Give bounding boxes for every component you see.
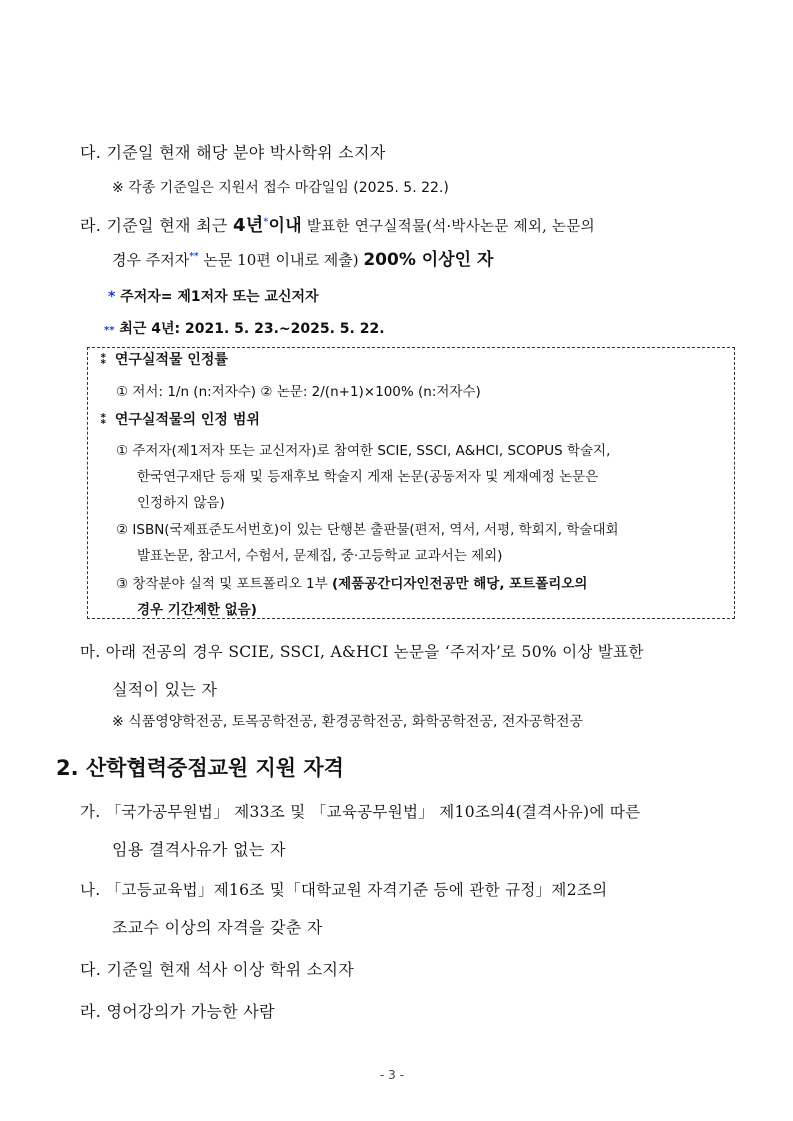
item-label: 라.	[80, 216, 102, 235]
item-text: 임용 결격사유가 없는 자	[112, 840, 286, 859]
scope-text: ② ISBN(국제표준도서번호)이 있는 단행본 출판물(편저, 역서, 서평, 학회지, 학술대회	[116, 522, 619, 538]
item-ma-line2	[112, 677, 217, 700]
star-mark: *	[263, 217, 269, 228]
scope-text: ① 주저자(제1저자 또는 교신저자)로 참여한 SCIE, SSCI, A&HCI, SCOPUS 학술지,	[116, 443, 611, 459]
rate-text: ① 저서: 1/n (n:저자수) ② 논문: 2/(n+1)×100% (n:저자수)	[116, 384, 481, 400]
item-text-d: 논문 10편 이내로 제출)	[198, 251, 364, 269]
scope-item-2-line-2	[137, 544, 502, 564]
note-text: ※ 식품영양학전공, 토목공학전공, 환경공학전공, 화학공학전공, 전자공학전공	[112, 714, 584, 730]
box-heading-scope	[100, 409, 260, 429]
item-text: 아래 전공의 경우 SCIE, SSCI, A&HCI 논문을 ‘주저자’로 50% 이상 발표한	[105, 643, 644, 661]
item-label: 다.	[80, 143, 102, 162]
note-text: 주저자= 제1저자 또는 교신저자	[120, 289, 319, 305]
item-text: 영어강의가 가능한 사람	[106, 1002, 275, 1021]
item-text: 기준일 현재 석사 이상 학위 소지자	[106, 960, 355, 979]
scope-text: 인정하지 않음)	[137, 495, 225, 511]
scope-bold-text: (제품공간디자인전공만 해당, 포트폴리오의	[331, 576, 588, 592]
heading-bullet-icon: ⁑	[100, 413, 107, 428]
item-ma	[80, 640, 644, 662]
section-title-text: 2. 산학협력중점교원 지원 자격	[56, 756, 344, 780]
scope-item-3-line-2	[137, 598, 257, 618]
item-label: 마.	[80, 643, 101, 661]
heading-text: 연구실적물의 인정 범위	[114, 412, 260, 428]
item-text: 조교수 이상의 자격을 갖춘 자	[112, 918, 323, 937]
heading-bullet-icon: ⁑	[100, 353, 107, 368]
scope-item-3-line-1	[116, 572, 587, 592]
page-number-text: - 3 -	[380, 1068, 404, 1082]
scope-item-1-line-2	[137, 465, 598, 485]
item-label: 다.	[80, 960, 102, 979]
deadline-note	[112, 177, 449, 197]
item-na	[80, 878, 607, 900]
scope-item-2-line-1	[116, 518, 619, 538]
scope-item-1-line-3	[137, 491, 225, 511]
item-text-c: 경우 주저자	[112, 251, 190, 269]
item-ga	[80, 800, 640, 822]
item-ra	[80, 211, 595, 237]
item-text-a: 기준일 현재 최근	[106, 216, 233, 235]
double-star-mark: **	[104, 325, 115, 336]
scope-text: 발표논문, 참고서, 수험서, 문제집, 중·고등학교 교과서는 제외)	[137, 548, 503, 564]
item-da-2	[80, 957, 354, 980]
bold-200-percent: 200% 이상인 자	[363, 250, 494, 270]
scope-item-1-line-1	[116, 439, 610, 459]
page-number	[380, 1068, 404, 1082]
rate-line	[116, 380, 481, 400]
section-title	[56, 752, 344, 782]
item-text: 실적이 있는 자	[112, 680, 218, 699]
bold-4years: 4년	[233, 215, 264, 236]
item-label: 라.	[80, 1002, 102, 1021]
heading-text: 연구실적물 인정률	[114, 352, 228, 368]
item-text: 「고등교육법」제16조 및「대학교원 자격기준 등에 관한 규정」제2조의	[105, 881, 608, 899]
scope-text: ③ 창작분야 실적 및 포트폴리오 1부	[116, 576, 332, 592]
item-label: 나.	[80, 881, 101, 899]
item-text: 「국가공무원법」 제33조 및 「교육공무원법」 제10조의4(결격사유)에 따른	[105, 803, 641, 821]
item-ga-line2	[112, 837, 286, 860]
item-text-b: 발표한 연구실적물(석·박사논문 제외, 논문의	[301, 219, 595, 235]
item-ra-2	[80, 999, 275, 1022]
box-heading-rate	[100, 349, 228, 369]
star-mark: *	[108, 289, 116, 305]
scope-text: 한국연구재단 등재 및 등재후보 학술지 게재 논문(공동저자 및 게재예정 논문은	[137, 469, 599, 485]
item-text: 기준일 현재 해당 분야 박사학위 소지자	[106, 143, 386, 162]
bold-within: 이내	[268, 216, 302, 236]
item-ra-line2	[112, 245, 493, 270]
star-note-2	[104, 318, 385, 338]
majors-note	[112, 711, 583, 731]
scope-bold-text: 경우 기간제한 없음)	[137, 602, 257, 618]
note-text: 최근 4년: 2021. 5. 23.~2025. 5. 22.	[119, 321, 385, 337]
item-da	[80, 140, 386, 163]
item-label: 가.	[80, 803, 101, 821]
star-note-1	[108, 286, 319, 306]
double-star-mark: **	[189, 252, 199, 262]
item-na-line2	[112, 915, 323, 938]
note-text: ※ 각종 기준일은 지원서 접수 마감일임 (2025. 5. 22.)	[112, 180, 449, 196]
